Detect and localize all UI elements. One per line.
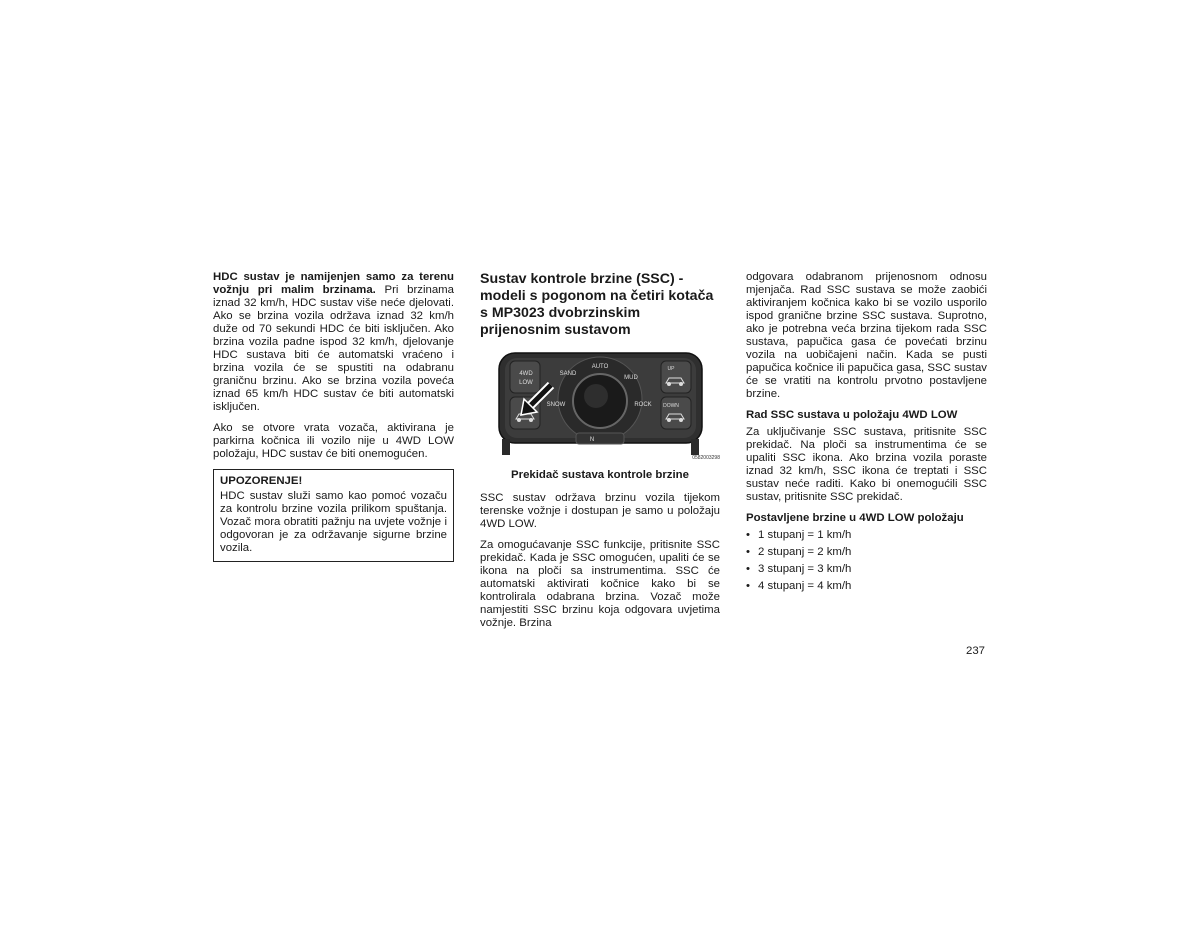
warning-text: HDC sustav služi samo kao pomoć vozaču za kontrolu brzine vozila prilikom spuštanja. Vozač mora obratiti pažnju na uvjete vožnje i odgovoran je za održavanje sigurne brzine vozila. — [220, 490, 447, 554]
hdc-bold-lead: HDC sustav je namijenjen samo za terenu vožnju pri malim brzinama. — [213, 271, 454, 296]
figure-caption: Prekidač sustava kontrole brzine — [511, 469, 689, 481]
label-mud: MUD — [624, 375, 638, 381]
label-rock: ROCK — [634, 402, 652, 408]
speed-list — [746, 529, 987, 593]
speed-settings-heading: Postavljene brzine u 4WD LOW položaju — [746, 512, 964, 524]
ssc-intro-paragraph: SSC sustav održava brzinu vozila tijekom terenske vožnje i dostupan je samo u položaju 4WD LOW. — [480, 492, 720, 530]
page-number: 237 — [966, 645, 986, 657]
ssc-enable-paragraph: Za omogućavanje SSC funkcije, pritisnite SSC prekidač. Kada je SSC omogućen, upaliti će se ikona na ploči sa instrumentima. SSC će automatski aktivirati kočnice kako bi se kontrolirala odabrana brzina. Vozač može namjestiti SSC brzinu koja odgovara uvjetima vožnje. Brzina — [480, 539, 720, 629]
label-4wd: 4WD — [519, 371, 533, 377]
ssc-heading: Sustav kontrole brzine (SSC) - modeli s pogonom na četiri kotača s MP3023 dvobrzinskim prijenosnim sustavom — [480, 271, 714, 338]
label-n: N — [589, 437, 595, 443]
ssc-continued-paragraph: odgovara odabranom prijenosnom odnosu mjenjača. Rad SSC sustava se može zaobići aktiviranjem kočnica kako bi se vozilo usporilo ispod granične brzine SSC sustava. Suprotno, ako je potrebna veća brzina tijekom rada SSC sustava, papučica gasa će povećati brzinu vozila na uobičajeni način. Kada se pusti papučica kočnice ili papučica gasa, SSC sustav će se vratiti na kontrolu prvotno postavljene brzine. — [746, 271, 987, 400]
right-column — [746, 271, 987, 597]
ssc-4wd-low-heading: Rad SSC sustava u položaju 4WD LOW — [746, 409, 958, 421]
ssc-switch-figure — [480, 351, 720, 465]
list-item: • 4 stupanj = 4 km/h — [746, 580, 987, 593]
label-snow: SNOW — [546, 402, 566, 408]
figure-code: 0582003298 — [692, 455, 720, 461]
list-item: • 1 stupanj = 1 km/h — [746, 529, 987, 542]
list-item: • 2 stupanj = 2 km/h — [746, 546, 987, 559]
middle-column — [480, 271, 720, 638]
warning-title: UPOZORENJE! — [220, 475, 303, 487]
terrain-switch-illustration — [480, 351, 720, 465]
warning-box — [213, 469, 454, 562]
list-item: • 3 stupanj = 3 km/h — [746, 563, 987, 576]
left-column — [213, 271, 454, 562]
label-up: UP — [667, 366, 675, 372]
label-low: LOW — [519, 380, 533, 386]
hdc-disabled-paragraph: Ako se otvore vrata vozača, aktivirana je parkirna kočnica ili vozilo nije u 4WD LOW položaju, HDC sustav će biti onemogućen. — [213, 422, 454, 460]
hdc-paragraph — [213, 271, 454, 414]
label-sand: SAND — [559, 371, 577, 377]
label-down: DOWN — [663, 403, 679, 409]
ssc-4wd-low-paragraph: Za uključivanje SSC sustava, pritisnite SSC prekidač. Na ploči sa instrumentima će se upaliti SSC ikona. Ako brzina vozila poraste iznad 32 km/h, SSC ikona će treptati i SSC sustav neće raditi. Kako bi onemogućili SSC sustav, pritisnite SSC prekidač. — [746, 426, 987, 503]
label-auto: AUTO — [591, 364, 609, 370]
hdc-paragraph-text: Pri brzinama iznad 32 km/h, HDC sustav više neće djelovati. Ako se brzina vozila održava iznad 32 km/h duže od 70 sekundi HDC će biti isključen. Ako brzina vozila padne ispod 32 km/h, djelovanje HDC sustava biti će automatski vraćeno i brzina vozila će se spustiti na odabranu graničnu brzinu. Ako se brzina vozila poveća iznad 65 km/h HDC sustav će biti automatski isključen. — [213, 284, 454, 413]
